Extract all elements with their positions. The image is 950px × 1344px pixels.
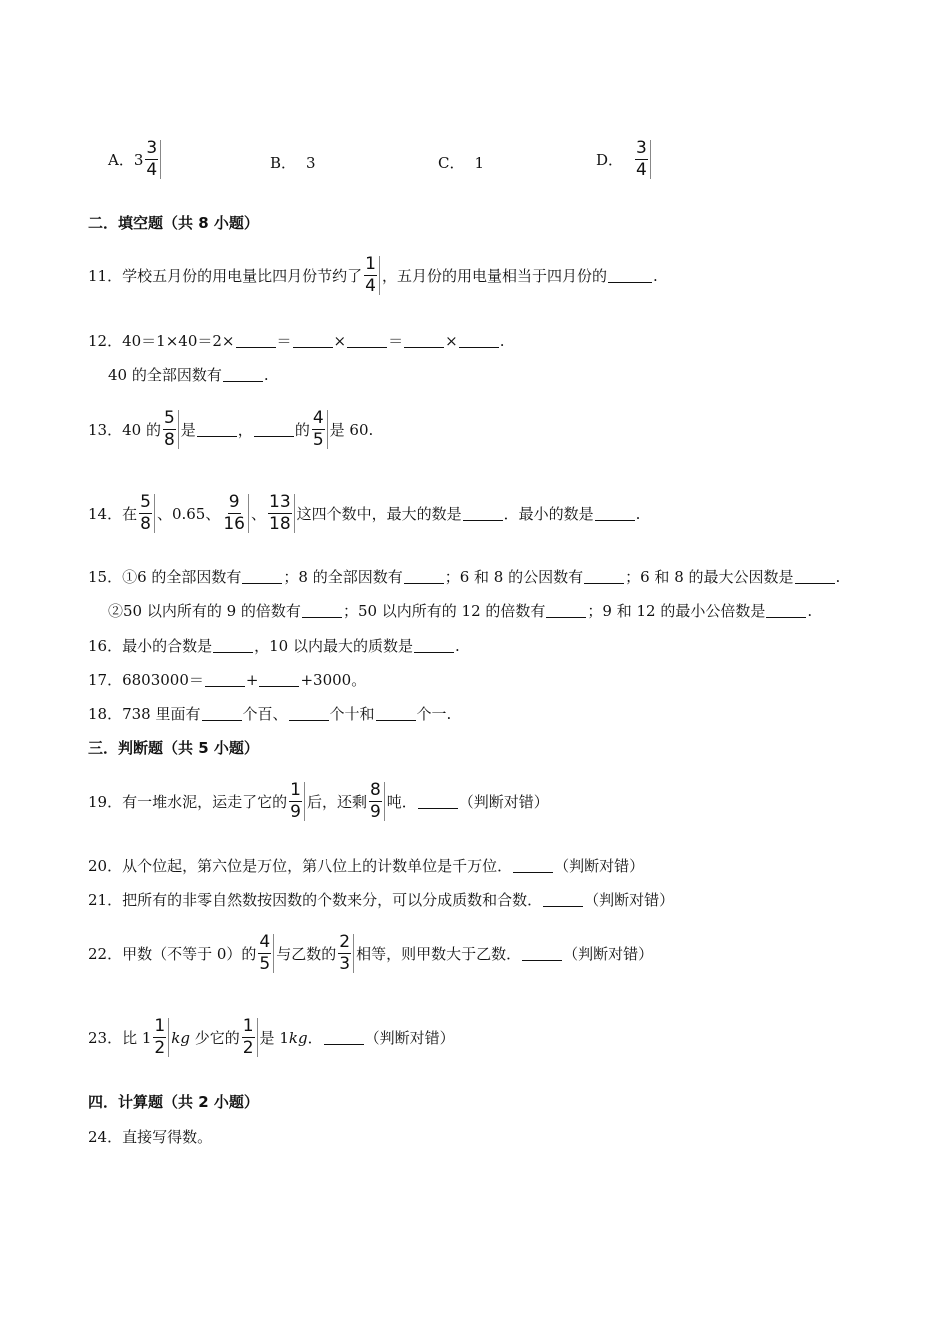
equals-sign: ＝: [388, 332, 404, 350]
fraction-denominator: 18: [269, 514, 291, 534]
question-text: ，10 以内最大的质数是: [254, 637, 413, 655]
fraction-numerator: 1: [365, 254, 376, 274]
option-a-whole: 3: [133, 150, 144, 169]
question-20: [88, 855, 644, 876]
fraction-denominator: 2: [154, 1038, 166, 1058]
question-text: ，五月份的用电量相当于四月份的: [381, 267, 607, 285]
question-23: [88, 1018, 455, 1057]
fraction-numerator: 1: [242, 1016, 254, 1036]
question-text: 有一堆水泥，运走了它的: [122, 793, 288, 811]
answer-blank[interactable]: [293, 333, 333, 348]
question-text: .: [454, 636, 460, 655]
fraction-numerator: 1: [290, 780, 301, 800]
question-text: ；6 和 8 的公因数有: [444, 568, 584, 586]
section-3-title: 三．判断题（共 5 小题）: [88, 739, 259, 757]
question-text: ；9 和 12 的最小公倍数是: [587, 602, 766, 620]
judge-hint: （判断对错）: [554, 857, 645, 875]
question-text: ；6 和 8 的最大公因数是: [625, 568, 794, 586]
question-text: 与乙数的: [276, 945, 337, 963]
plus-sign: +: [245, 670, 259, 689]
times-sign: ×: [445, 331, 458, 350]
question-text: 相等，则甲数大于乙数．: [356, 945, 522, 963]
fraction-numerator: 4: [259, 932, 271, 952]
fraction-numerator: 2: [339, 932, 351, 952]
fraction-denominator: 4: [365, 276, 376, 296]
question-text: 后，还剩: [306, 793, 367, 811]
question-text: 、0.65、: [156, 505, 221, 523]
question-12: [88, 330, 504, 351]
fraction-numerator: 4: [312, 408, 324, 428]
question-text: 6803000＝: [122, 671, 204, 689]
answer-blank[interactable]: [414, 638, 454, 653]
question-24: [88, 1126, 212, 1147]
fraction-denominator: 9: [369, 802, 381, 822]
question-text: 738 里面有: [122, 705, 201, 723]
answer-blank[interactable]: [543, 892, 583, 907]
answer-blank[interactable]: [254, 422, 294, 437]
section-2-title: 二．填空题（共 8 小题）: [88, 214, 259, 232]
question-13: [88, 410, 373, 449]
question-text: 40 的: [122, 421, 161, 439]
answer-blank[interactable]: [347, 333, 387, 348]
fraction-numerator: 5: [140, 492, 151, 512]
option-c-value: 1: [474, 153, 485, 172]
answer-blank[interactable]: [324, 1030, 364, 1045]
question-text: 个百、: [242, 705, 288, 723]
fraction: [338, 934, 354, 973]
question-text: 直接写得数。: [122, 1128, 213, 1146]
fraction-numerator: 9: [228, 492, 240, 512]
fraction-denominator: 16: [223, 514, 245, 534]
answer-blank[interactable]: [795, 569, 835, 584]
option-d-fraction: [635, 140, 651, 179]
answer-blank[interactable]: [404, 569, 444, 584]
answer-blank[interactable]: [236, 333, 276, 348]
question-text: 是 60.: [329, 421, 374, 439]
judge-hint: （判断对错）: [563, 945, 654, 963]
fraction: [222, 494, 249, 533]
question-21: [88, 889, 674, 910]
answer-blank[interactable]: [595, 506, 635, 521]
answer-blank[interactable]: [197, 422, 237, 437]
times-sign: ×: [333, 331, 347, 350]
question-text: 这四个数中，最大的数是: [296, 505, 462, 523]
question-number: 24．: [88, 1128, 123, 1146]
question-text: 、: [250, 505, 266, 523]
answer-blank[interactable]: [418, 794, 458, 809]
question-19: [88, 782, 549, 821]
option-b-value: 3: [306, 153, 316, 172]
question-12-line-2: [108, 364, 269, 385]
answer-blank[interactable]: [213, 638, 253, 653]
question-text: .: [499, 331, 505, 350]
question-22: [88, 934, 653, 973]
option-b-label: B．: [270, 154, 297, 172]
option-b: [270, 152, 316, 173]
answer-blank[interactable]: [242, 569, 282, 584]
question-18: [88, 703, 451, 724]
fraction: [163, 410, 179, 449]
fraction: [268, 494, 295, 533]
answer-blank[interactable]: [766, 603, 806, 618]
question-text: ，: [237, 421, 253, 439]
fraction-denominator: 8: [163, 430, 175, 450]
fraction-denominator: 5: [259, 954, 271, 974]
fraction: [242, 1018, 258, 1057]
question-text: 比 1: [122, 1029, 152, 1047]
question-text: ．最小的数是: [503, 505, 594, 523]
answer-blank[interactable]: [202, 706, 242, 721]
question-number: 19．: [88, 793, 123, 811]
question-text: +3000。: [300, 671, 367, 689]
question-text: 个一.: [416, 705, 452, 723]
question-text: 个十和: [329, 705, 375, 723]
section-4-title: 四．计算题（共 2 小题）: [88, 1093, 259, 1111]
fraction-denominator: 9: [290, 802, 301, 822]
fraction-denominator: 2: [242, 1038, 254, 1058]
question-number: 12．: [88, 332, 123, 350]
answer-blank[interactable]: [289, 706, 329, 721]
question-15: [88, 566, 840, 587]
question-text: .: [807, 601, 813, 620]
fraction-numerator: 1: [154, 1016, 166, 1036]
option-a-label: A．: [108, 151, 134, 169]
question-number: 17．: [88, 671, 123, 689]
fraction-numerator: 13: [269, 492, 291, 512]
fraction: [139, 494, 155, 533]
answer-blank[interactable]: [463, 506, 503, 521]
option-a-fraction: [145, 140, 161, 179]
question-number: 21．: [88, 891, 123, 909]
question-number: 13．: [88, 421, 123, 439]
fraction: [369, 782, 385, 821]
question-number: 16．: [88, 637, 123, 655]
question-14: [88, 494, 640, 533]
fraction: [153, 1018, 169, 1057]
question-text: 从个位起，第六位是万位，第八位上的计数单位是千万位．: [122, 857, 513, 875]
question-text: ；8 的全部因数有: [283, 568, 403, 586]
question-text: 把所有的非零自然数按因数的个数来分，可以分成质数和合数．: [122, 891, 543, 909]
question-text: ①6 的全部因数有: [122, 568, 242, 586]
judge-hint: （判断对错）: [584, 891, 675, 909]
option-d-label: D．: [596, 151, 624, 169]
question-text: 学校五月份的用电量比四月份节约了: [122, 267, 363, 285]
question-text: 最小的合数是: [122, 637, 213, 655]
answer-blank[interactable]: [404, 333, 444, 348]
question-15-line-2: [108, 600, 812, 621]
question-number: 11．: [88, 267, 123, 285]
unit-text: kg: [171, 1028, 190, 1047]
fraction-denominator: 8: [140, 514, 151, 534]
answer-blank[interactable]: [302, 603, 342, 618]
option-c-label: C．: [438, 154, 465, 172]
fraction-denominator: 5: [312, 430, 324, 450]
question-11: [88, 256, 658, 295]
question-text: .: [635, 504, 641, 523]
equals-sign: ＝: [276, 332, 292, 350]
answer-blank[interactable]: [608, 268, 652, 283]
question-text: 吨．: [386, 793, 417, 811]
question-text: 是 1: [259, 1029, 289, 1047]
answer-blank[interactable]: [513, 858, 553, 873]
question-text: 40 的全部因数有: [108, 366, 222, 384]
fraction: [258, 934, 274, 973]
question-text: ．: [307, 1029, 323, 1047]
answer-blank[interactable]: [223, 367, 263, 382]
question-text: 的: [294, 421, 310, 439]
answer-blank[interactable]: [376, 706, 416, 721]
question-text: 在: [122, 505, 138, 523]
question-text: .: [263, 365, 269, 384]
fraction-denominator: 4: [636, 160, 647, 180]
fraction-numerator: 5: [163, 408, 175, 428]
judge-hint: （判断对错）: [458, 793, 549, 811]
question-number: 18．: [88, 705, 123, 723]
fraction: [312, 410, 328, 449]
answer-blank[interactable]: [522, 946, 562, 961]
option-d: [596, 140, 653, 179]
question-number: 20．: [88, 857, 123, 875]
answer-blank[interactable]: [205, 672, 245, 687]
fraction-numerator: 8: [369, 780, 381, 800]
question-text: 少它的: [189, 1029, 240, 1047]
question-17: [88, 669, 366, 690]
option-a: [108, 140, 163, 179]
answer-blank[interactable]: [584, 569, 624, 584]
question-number: 15．: [88, 568, 123, 586]
question-text: 40＝1×40＝2×: [122, 332, 235, 350]
question-text: .: [652, 266, 658, 285]
question-number: 23．: [88, 1029, 123, 1047]
fraction-numerator: 3: [146, 138, 158, 158]
question-text: ②50 以内所有的 9 的倍数有: [108, 602, 301, 620]
question-text: ；50 以内所有的 12 的倍数有: [342, 602, 546, 620]
unit-text: kg: [288, 1028, 308, 1047]
answer-blank[interactable]: [259, 672, 299, 687]
fraction-denominator: 3: [339, 954, 351, 974]
question-text: 甲数（不等于 0）的: [122, 945, 257, 963]
question-text: 是: [180, 421, 196, 439]
fraction: [364, 256, 380, 295]
judge-hint: （判断对错）: [364, 1029, 455, 1047]
question-number: 14．: [88, 505, 123, 523]
fraction-denominator: 4: [146, 160, 158, 180]
answer-blank[interactable]: [459, 333, 499, 348]
option-c: [438, 152, 484, 173]
question-16: [88, 635, 460, 656]
fraction: [289, 782, 305, 821]
question-number: 22．: [88, 945, 123, 963]
question-text: .: [835, 567, 841, 586]
fraction-numerator: 3: [636, 138, 647, 158]
answer-blank[interactable]: [546, 603, 586, 618]
